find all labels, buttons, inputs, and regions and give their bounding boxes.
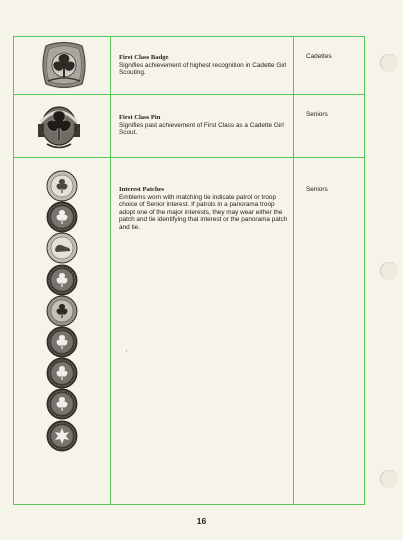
interest-patch-trefoil-icon <box>46 170 78 202</box>
row-title: First Class Badge <box>119 54 169 61</box>
row-description <box>119 54 289 77</box>
interest-patch-trefoil-icon <box>46 295 78 327</box>
row-divider <box>13 157 365 158</box>
column-divider <box>293 36 294 505</box>
row-description <box>119 186 289 232</box>
row-description <box>119 114 289 137</box>
row-group: Seniors <box>306 186 328 193</box>
row-group: Seniors <box>306 111 328 118</box>
binder-hole <box>380 262 398 280</box>
interest-patch-trefoil-icon <box>46 201 78 233</box>
binder-hole <box>380 54 398 72</box>
interest-patch-trefoil-icon <box>46 326 78 358</box>
interest-patch-star-icon <box>46 420 78 452</box>
row-description-text: Signifies achievement of highest recognition in Cadette Girl Scouting. <box>119 61 287 77</box>
interest-patch-shoe-icon <box>46 232 78 264</box>
row-title: First Class Pin <box>119 114 161 121</box>
column-divider <box>110 36 111 505</box>
interest-patch-trefoil-icon <box>46 357 78 389</box>
first-class-pin-trefoil-icon <box>35 99 83 154</box>
row-description-text: Signifies past achievement of First Class as a Cadette Girl Scout. <box>119 121 284 137</box>
stray-mark <box>126 350 127 352</box>
row-description-text: Emblems worn with matching tie indicate patrol or troop choice of Senior interest. If patrols in a panorama troop adopt one of the major interests, they may wear either the patch and tie identifying that interest or the panorama patch and tie. <box>119 193 288 231</box>
interest-patch-trefoil-icon <box>46 388 78 420</box>
page-number: 16 <box>196 516 207 526</box>
binder-hole <box>380 470 398 488</box>
row-group: Cadettes <box>306 53 332 60</box>
interest-patch-trefoil-icon <box>46 264 78 296</box>
row-title: Interest Patches <box>119 186 165 193</box>
first-class-badge-trefoil-icon <box>40 40 88 90</box>
row-divider <box>13 94 365 95</box>
